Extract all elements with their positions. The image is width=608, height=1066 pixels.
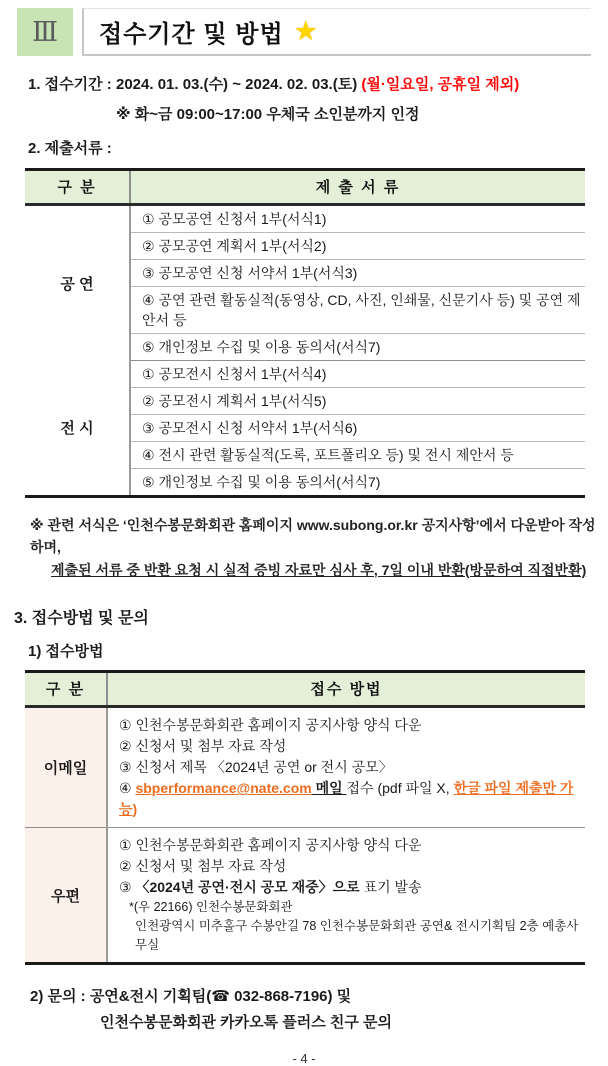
table-row: [25, 205, 585, 233]
methods-section-title: 3. 접수방법 및 문의: [14, 610, 149, 628]
col-header-documents: 제 출 서 류: [130, 170, 585, 205]
mail-method-cell: [107, 828, 585, 964]
table-cell: ⑤ 개인정보 수집 및 이용 동의서(서식7): [142, 474, 381, 490]
note-line1: ※ 관련 서식은 ‘인천수봉문화회관 홈페이지 www.subong.or.kr 공지사항’에서 다운받아 작성하며,: [30, 517, 596, 556]
mail-step3: [119, 877, 585, 898]
table-cell: ④ 전시 관련 활동실적(도록, 포트폴리오 등) 및 전시 제안서 등: [130, 442, 585, 469]
page-number: - 4 -: [292, 1050, 316, 1066]
step3-suffix: 표기 발송: [359, 879, 422, 896]
step3-number: ③: [119, 879, 136, 896]
table-row: [25, 361, 585, 388]
mail-step1: ① 인천수봉문화회관 홈페이지 공지사항 양식 다운: [119, 837, 422, 854]
envelope-marking: 〈2024년 공연·전시 공모 재중〉으로: [135, 879, 360, 896]
step4-suffix: ): [132, 801, 138, 818]
method-label-email: 이메일: [25, 707, 107, 828]
period-dates: 2024. 01. 03.(수) ~ 2024. 02. 03.(토): [115, 76, 358, 93]
table-cell: ② 공모공연 계획서 1부(서식2): [130, 233, 585, 260]
table-cell: ④ 공연 관련 활동실적(동영상, CD, 사진, 인쇄물, 신문기사 등) 및 공연 제안서 등: [130, 287, 585, 334]
table-cell: ③ 공모공연 신청 서약서 1부(서식3): [130, 260, 585, 287]
contact-info: [30, 984, 608, 1037]
application-period-line: [28, 73, 608, 94]
document-page: [0, 8, 608, 1066]
section-number-badge: Ⅲ: [17, 8, 73, 56]
title-bar: [17, 8, 591, 56]
email-address-link[interactable]: sbperformance@nate.com: [135, 780, 312, 797]
address-line: 인천광역시 미추홀구 수봉안길 78 인천수봉문화회관 공연& 전시기획팀 2층 예총사무실: [135, 919, 579, 953]
star-icon: ★: [293, 16, 318, 46]
group-label-exhibition: 전 시: [25, 361, 130, 497]
hwp-only-highlight: 한글 파일 제출만 가능: [119, 780, 574, 818]
page-title: 접수기간 및 방법: [99, 21, 284, 48]
table-cell: ③ 공모전시 신청 서약서 1부(서식6): [130, 415, 585, 442]
postal-code-line: *(우 22166) 인천수봉문화회관: [129, 900, 293, 915]
postmark-note: ※ 화~금 09:00~17:00 우체국 소인분까지 인정: [116, 106, 420, 123]
group-label-performance: 공 연: [25, 205, 130, 361]
application-methods-table: [25, 670, 585, 965]
note-line2: 제출된 서류 중 반환 요청 시 실적 증빙 자료만 심사 후, 7일 이내 반환(방문하여 직접반환): [51, 561, 587, 578]
contact-line2: 인천수봉문화회관 카카오톡 플러스 친구 문의: [100, 1014, 392, 1032]
col-header-division: 구 분: [25, 672, 107, 707]
step4-mid: 접수 (pdf 파일 X,: [346, 780, 454, 797]
contact-line1: 2) 문의 : 공연&전시 기획팀(☎ 032-868-7196) 및: [30, 988, 352, 1006]
methods-sub-title: 1) 접수방법: [28, 643, 104, 661]
title-box: [82, 8, 591, 56]
email-step4: [119, 778, 585, 820]
email-step1: ① 인천수봉문화회관 홈페이지 공지사항 양식 다운: [119, 717, 422, 734]
col-header-division: 구 분: [25, 170, 130, 205]
forms-download-note: [30, 514, 608, 581]
documents-section-label: 2. 제출서류 :: [28, 140, 112, 157]
period-label: 1. 접수기간 :: [28, 76, 112, 93]
table-row-email: [25, 707, 585, 828]
method-label-mail: 우편: [25, 828, 107, 964]
table-cell: ① 공모공연 신청서 1부(서식1): [130, 205, 585, 233]
period-exclusion: (월·일요일, 공휴일 제외): [361, 76, 520, 93]
submission-documents-table: [25, 168, 585, 498]
email-step3: ③ 신청서 제목 〈2024년 공연 or 전시 공모〉: [119, 759, 393, 776]
email-method-cell: [107, 707, 585, 828]
email-step2: ② 신청서 및 첨부 자료 작성: [119, 738, 287, 755]
step4-number: ④: [119, 780, 136, 797]
table-cell: ⑤ 개인정보 수집 및 이용 동의서(서식7): [130, 334, 585, 361]
table-header-row: [25, 170, 585, 205]
mail-step2: ② 신청서 및 첨부 자료 작성: [119, 858, 287, 875]
col-header-method: 접수 방법: [107, 672, 585, 707]
table-cell: ① 공모전시 신청서 1부(서식4): [130, 361, 585, 388]
table-cell: ② 공모전시 계획서 1부(서식5): [130, 388, 585, 415]
mail-word: 메일: [311, 780, 347, 797]
table-row-mail: [25, 828, 585, 964]
table-header-row: [25, 672, 585, 707]
